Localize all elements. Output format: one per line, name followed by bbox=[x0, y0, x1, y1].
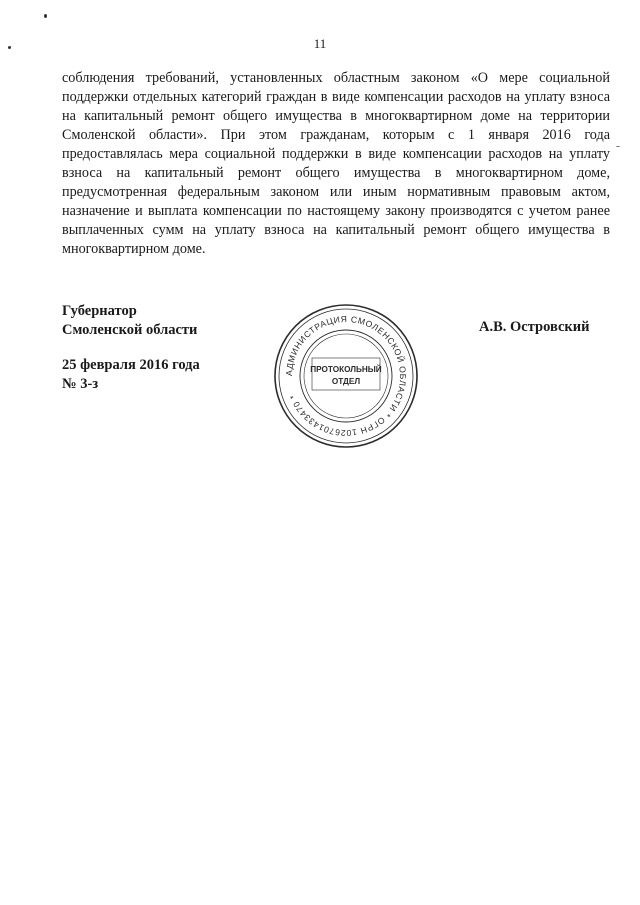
svg-text:АДМИНИСТРАЦИЯ СМОЛЕНСКОЙ ОБЛАС bbox=[284, 314, 408, 438]
signatory-title bbox=[62, 302, 197, 340]
official-stamp bbox=[270, 302, 422, 450]
signatory-title-line2: Смоленской области bbox=[62, 322, 198, 338]
signatory-title-line1: Губернатор bbox=[62, 303, 137, 319]
scan-speck bbox=[8, 46, 11, 49]
signer-name: А.В. Островский bbox=[479, 319, 590, 335]
stamp-ring-text: АДМИНИСТРАЦИЯ СМОЛЕНСКОЙ ОБЛАСТИ * ОГРН 1026701433470 * bbox=[283, 313, 409, 439]
document-number: № 3-з bbox=[62, 376, 99, 392]
scan-speck bbox=[616, 146, 620, 147]
stamp-center-line1: ПРОТОКОЛЬНЫЙ bbox=[310, 365, 382, 374]
scan-speck bbox=[44, 14, 47, 18]
body-paragraph: соблюдения требований, установленных областным законом «О мере социальной поддержки отдельных категорий граждан в виде компенсации расходов на уплату взноса на капитальный ремонт общего имущества в многоквартирном доме на территории Смоленской области». При этом гражданам, которым с 1 января 2016 года предоставлялась мера социальной поддержки в виде компенсации расходов на уплату взноса на капитальный ремонт общего имущества в многоквартирном доме, предусмотренная федеральным законом или иным нормативным правовым актом, назначение и выплата компенсации по настоящему закону производятся с учетом ранее выплаченных сумм на уплату взноса на капитальный ремонт общего имущества в многоквартирном доме. bbox=[62, 70, 610, 257]
document-date: 25 февраля 2016 года bbox=[62, 357, 200, 373]
page-number: 11 bbox=[313, 36, 327, 51]
document-date-block bbox=[62, 356, 200, 394]
stamp-center-line2: ОТДЕЛ bbox=[331, 377, 361, 386]
stamp-icon bbox=[270, 302, 422, 450]
body-text bbox=[62, 69, 610, 259]
